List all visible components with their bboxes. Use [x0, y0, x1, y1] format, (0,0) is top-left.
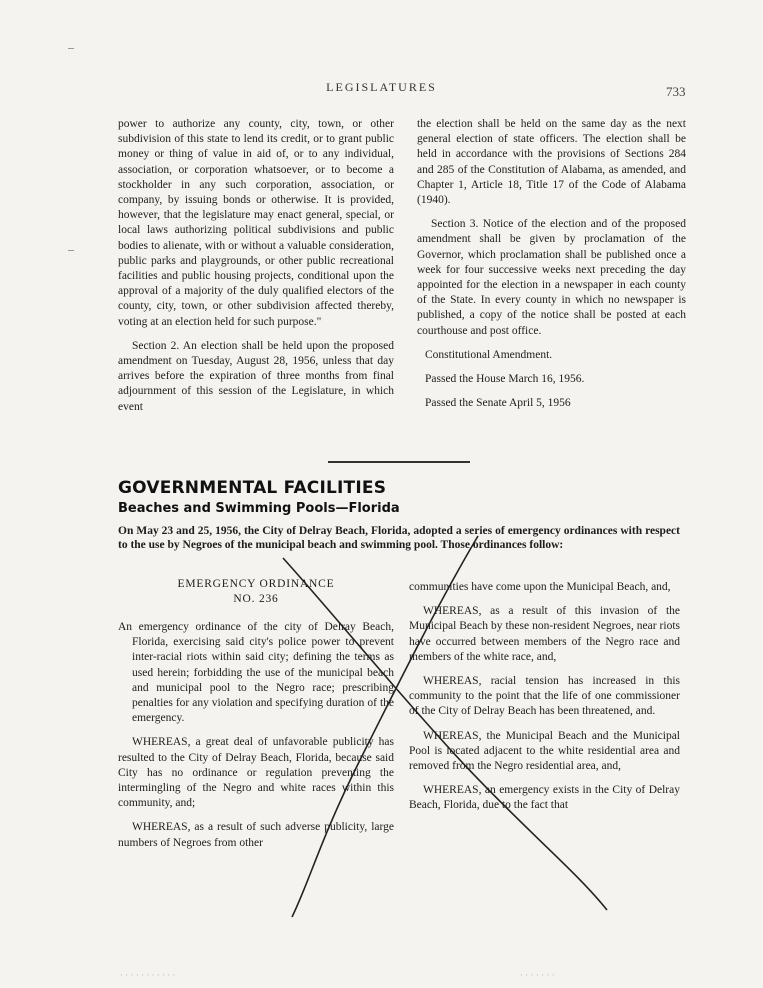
running-head: LEGISLATURES: [326, 80, 437, 94]
page-number: 733: [666, 84, 686, 99]
paragraph: communities have come upon the Municipal Beach, and,: [409, 581, 671, 593]
paragraph: WHEREAS, as a result of such adverse publicity, large numbers of Negroes from other: [118, 821, 394, 849]
paragraph: WHEREAS, the Municipal Beach and the Municipal Pool is located adjacent to the white residential area and removed from the Negro residential area, and,: [409, 729, 680, 773]
paragraph: Section 3. Notice of the election and of the proposed amendment shall be given by proclamation of the Governor, which proclamation shall be published once a week for four successive weeks next preceding the day appointed for the election in a newspaper in each county of the State. In every county in which no newspaper is published, a copy of the notice shall be posted at each courthouse and post office.: [417, 218, 686, 337]
paragraph: Section 2. An election shall be held upon the proposed amendment on Tuesday, August 28, 1956, unless that day arrives before the expiration of three months from final adjournment of this session of the Legislature, in which event: [118, 339, 394, 413]
paragraph: power to authorize any county, city, town, or other subdivision of this state to lend its credit, or to grant public money or thing of value in aid of, or to any individual, association, or corporation whatsoever, or to become a stockholder in any such corporation, association, or company, by issuing bonds or otherwise. It is provided, however, that the legislature may enact general, special, or local laws authorizing political subdivisions and public bodies to alienate, with or without a valuable consideration, public parks and playgrounds, or other public recreational facilities and public housing projects, conditional upon the approval of a majority of the duly qualified electors of the county, city, town, or other subdivision affected thereby, voting at an election held for such purpose.": [118, 118, 394, 328]
top-left-column: [118, 117, 394, 424]
scan-artifact: · · · · · · ·: [520, 970, 555, 980]
paragraph: WHEREAS, a great deal of unfavorable publicity has resulted to the City of Delray Beach, Florida, because said City has no ordinance or regulation preventing the intermingling of the Negro and white races within this community, and;: [118, 736, 394, 810]
intro-paragraph: On May 23 and 25, 1956, the City of Delray Beach, Florida, adopted a series of emergency ordinances with respect to the use by Negroes of the municipal beach and swimming pool. Those ordinances follow:: [118, 525, 680, 551]
ordinance-heading: [118, 577, 394, 607]
passed-house: Passed the House March 16, 1956.: [425, 373, 585, 386]
paragraph: WHEREAS, as a result of this invasion of the Municipal Beach by these non-resident Negroes, near riots have occurred between members of the Negro race and members of the white race, and,: [409, 605, 680, 663]
ordinance-left-column: [118, 620, 394, 860]
amendment-label: Constitutional Amendment.: [425, 348, 553, 361]
scan-artifact: · · · · · · · · · · ·: [120, 970, 176, 980]
ordinance-number: NO. 236: [233, 593, 279, 605]
ordinance-right-column: [409, 580, 680, 823]
scan-edge-mark: [68, 250, 74, 251]
section-divider: [328, 461, 470, 463]
paragraph: An emergency ordinance of the city of Delray Beach, Florida, exercising said city's police power to prevent inter-racial riots within said city; defining the terms as used herein; forbidding the use of the municipal beach and municipal pool to the Negro race; prescribing penalties for any violation and specifying duration of the emergency.: [118, 621, 394, 725]
top-right-column: [417, 117, 686, 420]
scan-edge-mark: [68, 48, 74, 49]
paragraph: WHEREAS, an emergency exists in the City of Delray Beach, Florida, due to the fact that: [409, 784, 680, 812]
ordinance-title: EMERGENCY ORDINANCE: [177, 578, 335, 590]
subsection-title: Beaches and Swimming Pools—Florida: [118, 501, 400, 516]
paragraph: the election shall be held on the same day as the next general election of state officers. The election shall be held in accordance with the provisions of Sections 284 and 285 of the Constitution of Alabama, as amended, and Chapter 1, Article 18, Title 17 of the Code of Alabama (1940).: [417, 118, 686, 207]
passed-senate: Passed the Senate April 5, 1956: [425, 397, 571, 410]
paragraph: WHEREAS, racial tension has increased in this community to the point that the life of one commissioner of the City of Delray Beach has been threatened, and.: [409, 675, 680, 718]
section-title: GOVERNMENTAL FACILITIES: [118, 478, 387, 498]
